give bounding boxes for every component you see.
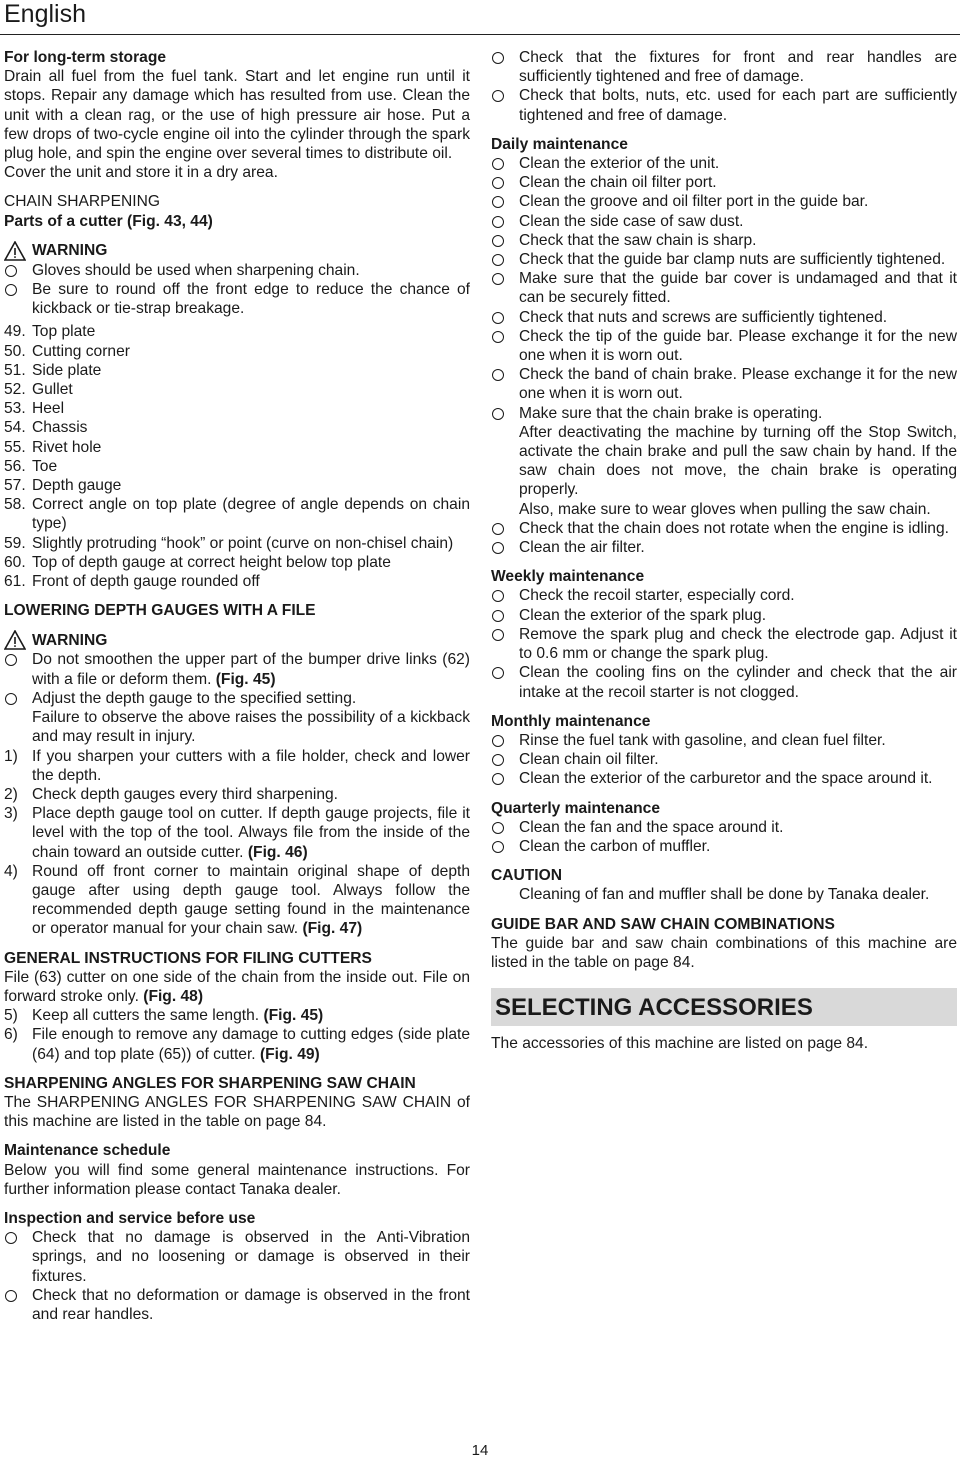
bullet-circle-icon bbox=[492, 841, 504, 853]
bullet-circle-icon bbox=[492, 254, 504, 266]
storage-title: For long-term storage bbox=[4, 49, 167, 66]
list-item: 55. Rivet hole bbox=[4, 438, 102, 456]
list-item: Check the recoil starter, especially cord. bbox=[491, 586, 957, 605]
storage-text-2: Cover the unit and store it in a dry area. bbox=[4, 164, 278, 182]
list-item: Rinse the fuel tank with gasoline, and clean fuel filter. bbox=[491, 731, 957, 750]
list-item: Clean the exterior of the spark plug. bbox=[491, 606, 957, 625]
warning-label: WARNING bbox=[32, 631, 108, 649]
bullet-circle-icon bbox=[5, 1232, 17, 1244]
warning-heading bbox=[4, 630, 470, 650]
list-item: Clean the air filter. bbox=[491, 538, 957, 557]
list-item: Clean the exterior of the carburetor and the space around it. bbox=[491, 769, 957, 788]
list-item: Check that no damage is observed in the Anti-Vibration springs, and no loosening or damage is observed in their fixtures. bbox=[4, 1228, 470, 1286]
list-item: 3) Place depth gauge tool on cutter. If depth gauge projects, file it level with the top of the tool. Always file from the inside of the chain toward an outside cutter. (Fig. 46) bbox=[4, 805, 470, 861]
list-item: Make sure that the chain brake is operating. bbox=[491, 404, 957, 423]
bullet-circle-icon bbox=[5, 654, 17, 666]
list-item: 53. Heel bbox=[4, 400, 65, 418]
bullet-circle-icon bbox=[5, 284, 17, 296]
schedule-title: Maintenance schedule bbox=[4, 1142, 171, 1160]
list-item: 54. Chassis bbox=[4, 419, 88, 437]
list-item: Check that bolts, nuts, etc. used for each part are sufficiently tightened and free of damage. bbox=[491, 86, 957, 124]
bullet-circle-icon bbox=[492, 312, 504, 324]
language-header bbox=[0, 0, 960, 35]
accessories-title: SELECTING ACCESSORIES bbox=[491, 988, 957, 1026]
list-item: 1) If you sharpen your cutters with a file holder, check and lower the depth. bbox=[4, 747, 470, 784]
bullet-circle-icon bbox=[492, 822, 504, 834]
bullet-circle-icon bbox=[5, 265, 17, 277]
daily-title: Daily maintenance bbox=[491, 135, 628, 153]
list-item: 4) Round off front corner to maintain original shape of depth gauge after using depth gauge tool. Always follow the recommended depth gauge setting found in the maintenance or operator manual for your chain saw. (Fig. 47) bbox=[4, 862, 470, 938]
filing-title: GENERAL INSTRUCTIONS FOR FILING CUTTERS bbox=[4, 949, 372, 967]
warning-triangle-icon bbox=[4, 630, 26, 650]
list-item: 49. Top plate bbox=[4, 323, 96, 341]
list-item: 60. Top of depth gauge at correct height below top plate bbox=[4, 553, 391, 571]
accessories-text: The accessories of this machine are listed on page 84. bbox=[491, 1035, 869, 1053]
inspection-title: Inspection and service before use bbox=[4, 1209, 256, 1227]
list-item: Check that no deformation or damage is observed in the front and rear handles. bbox=[4, 1286, 470, 1324]
caution-text: Cleaning of fan and muffler shall be done by Tanaka dealer. bbox=[519, 886, 930, 904]
list-item: Clean the cooling fins on the cylinder and check that the air intake at the recoil starter is not clogged. bbox=[491, 663, 957, 701]
bullet-circle-icon bbox=[492, 369, 504, 381]
angles-title: SHARPENING ANGLES FOR SHARPENING SAW CHAIN bbox=[4, 1074, 416, 1092]
bullet-circle-icon bbox=[492, 523, 504, 535]
bullet-circle-icon bbox=[492, 590, 504, 602]
list-item: 5) Keep all cutters the same length. (Fig. 45) bbox=[4, 1007, 324, 1025]
list-item: 2) Check depth gauges every third sharpening. bbox=[4, 785, 339, 803]
left-column bbox=[4, 48, 470, 1324]
list-item: Clean the side case of saw dust. bbox=[491, 212, 957, 231]
bullet-circle-icon bbox=[5, 693, 17, 705]
list-item: 52. Gullet bbox=[4, 381, 73, 399]
list-item: Clean the groove and oil filter port in the guide bar. bbox=[491, 192, 957, 211]
lowering-title: LOWERING DEPTH GAUGES WITH A FILE bbox=[4, 602, 316, 620]
list-item: Do not smoothen the upper part of the bumper drive links (62) with a file or deform them. (Fig. 45) bbox=[4, 650, 470, 688]
page-number: 14 bbox=[471, 1442, 489, 1459]
list-item: 57. Depth gauge bbox=[4, 477, 122, 495]
list-item: Clean the chain oil filter port. bbox=[491, 173, 957, 192]
bullet-circle-icon bbox=[5, 1290, 17, 1302]
warning-label: WARNING bbox=[32, 242, 108, 260]
list-item: Gloves should be used when sharpening chain. bbox=[4, 261, 470, 280]
bullet-circle-icon bbox=[492, 629, 504, 641]
right-column bbox=[491, 48, 957, 1053]
language-label: English bbox=[4, 0, 86, 28]
list-item: Be sure to round off the front edge to reduce the chance of kickback or tie-strap breakage. bbox=[4, 280, 470, 318]
list-item: Check that the chain does not rotate when the engine is idling. bbox=[491, 519, 957, 538]
combinations-text: The guide bar and saw chain combinations of this machine are listed in the table on page 84. bbox=[491, 934, 957, 971]
bullet-circle-icon bbox=[492, 408, 504, 420]
list-item: 61. Front of depth gauge rounded off bbox=[4, 573, 260, 591]
schedule-text: Below you will find some general maintenance instructions. For further information please contact Tanaka dealer. bbox=[4, 1161, 470, 1198]
sharpening-title: CHAIN SHARPENING bbox=[4, 193, 160, 211]
angles-text: The SHARPENING ANGLES FOR SHARPENING SAW CHAIN of this machine are listed in the table on page 84. bbox=[4, 1093, 470, 1131]
list-item: Check that the saw chain is sharp. bbox=[491, 231, 957, 250]
bullet-circle-icon bbox=[492, 273, 504, 285]
list-item: 58. Correct angle on top plate (degree of angle depends on chain type) bbox=[4, 496, 470, 533]
list-item: 59. Slightly protruding “hook” or point (curve on non-chisel chain) bbox=[4, 534, 454, 552]
list-item: Make sure that the guide bar cover is undamaged and that it can be securely fitted. bbox=[491, 269, 957, 307]
quarterly-title: Quarterly maintenance bbox=[491, 799, 660, 817]
list-item: Check that nuts and screws are sufficiently tightened. bbox=[491, 308, 957, 327]
list-item: Check the band of chain brake. Please exchange it for the new one when it is worn out. bbox=[491, 365, 957, 403]
list-item: 51. Side plate bbox=[4, 361, 102, 379]
bullet-circle-icon bbox=[492, 331, 504, 343]
warning-triangle-icon bbox=[4, 241, 26, 261]
list-item: Clean chain oil filter. bbox=[491, 750, 957, 769]
list-item: Remove the spark plug and check the electrode gap. Adjust it to 0.6 mm or change the spark plug. bbox=[491, 625, 957, 663]
combinations-title: GUIDE BAR AND SAW CHAIN COMBINATIONS bbox=[491, 915, 835, 933]
list-item: Check the tip of the guide bar. Please exchange it for the new one when it is worn out. bbox=[491, 327, 957, 365]
caution-title: CAUTION bbox=[491, 867, 563, 885]
bullet-circle-icon bbox=[492, 735, 504, 747]
parts-title: Parts of a cutter (Fig. 43, 44) bbox=[4, 212, 213, 230]
list-item: Clean the carbon of muffler. bbox=[491, 837, 957, 856]
bullet-circle-icon bbox=[492, 610, 504, 622]
brake-note: After deactivating the machine by turning off the Stop Switch, activate the chain brake and pull the saw chain by hand. If the saw chain does not move, the chain brake is operating properly. bbox=[519, 423, 957, 499]
monthly-title: Monthly maintenance bbox=[491, 712, 651, 730]
list-item: 56. Toe bbox=[4, 457, 58, 475]
bullet-circle-icon bbox=[492, 773, 504, 785]
bullet-circle-icon bbox=[492, 216, 504, 228]
list-item: 50. Cutting corner bbox=[4, 342, 130, 360]
list-item: Check that the guide bar clamp nuts are sufficiently tightened. bbox=[491, 250, 957, 269]
bullet-circle-icon bbox=[492, 196, 504, 208]
list-item: 6) File enough to remove any damage to cutting edges (side plate (64) and top plate (65)) of cutter. (Fig. 49) bbox=[4, 1026, 470, 1063]
list-item: Check that the fixtures for front and rear handles are sufficiently tightened and free of damage. bbox=[491, 48, 957, 86]
bullet-circle-icon bbox=[492, 235, 504, 247]
storage-text: Drain all fuel from the fuel tank. Start and let engine run until it stops. Repair any damage which has resulted from use. Clean the unit with a clean rag, or the use of high pressure air hose. Put a few drops of two-cycle engine oil into the cylinder through the spark plug hole, and spin the engine over several times to distribute oil. bbox=[4, 68, 470, 163]
warning-note: Failure to observe the above raises the possibility of a kickback and may result in injury. bbox=[32, 709, 470, 746]
bullet-circle-icon bbox=[492, 158, 504, 170]
bullet-circle-icon bbox=[492, 177, 504, 189]
parts-list bbox=[4, 322, 470, 591]
filing-text: File (63) cutter on one side of the chain from the inside out. File on forward stroke only. (Fig. 48) bbox=[4, 968, 470, 1005]
brake-note-2: Also, make sure to wear gloves when pulling the saw chain. bbox=[519, 500, 931, 518]
bullet-circle-icon bbox=[492, 667, 504, 679]
list-item: Adjust the depth gauge to the specified setting. bbox=[4, 689, 470, 708]
bullet-circle-icon bbox=[492, 754, 504, 766]
bullet-circle-icon bbox=[492, 542, 504, 554]
bullet-circle-icon bbox=[492, 52, 504, 64]
weekly-title: Weekly maintenance bbox=[491, 568, 645, 586]
list-item: Clean the exterior of the unit. bbox=[491, 154, 957, 173]
bullet-circle-icon bbox=[492, 90, 504, 102]
list-item: Clean the fan and the space around it. bbox=[491, 818, 957, 837]
warning-heading bbox=[4, 241, 470, 261]
